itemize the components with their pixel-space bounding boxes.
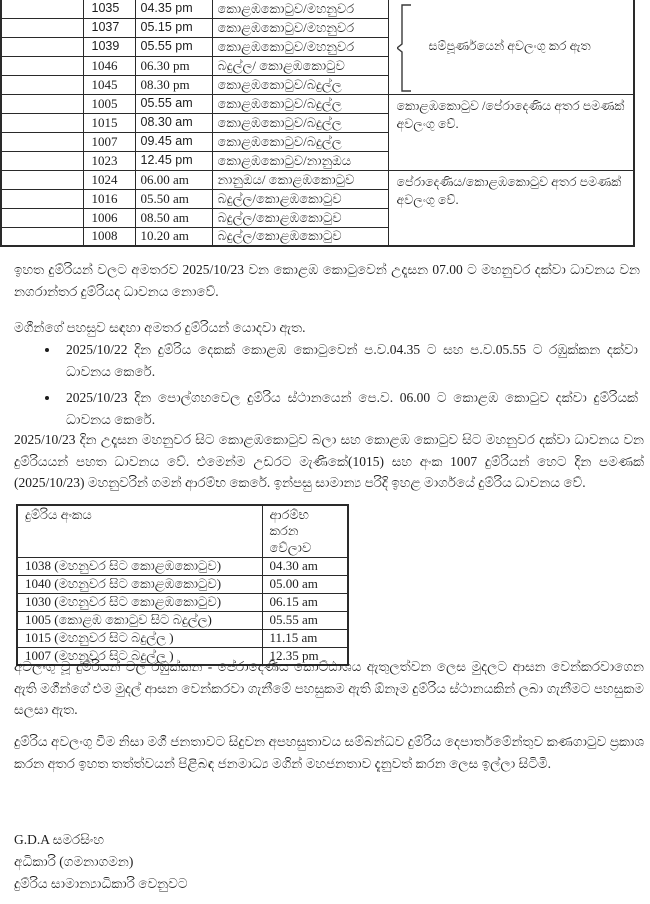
time-cell: 05.55 am — [135, 94, 212, 113]
paragraph-morning-operations: 2025/10/23 දින උදෑසන මහනුවර සිට කොළඹකොටුව බලා සහ කොළඹ කොටුව සිට මහනුවර දක්වා ධාවනය වන දුම්රියයන් පහත ධාවනය වේ. එමෙන්ම උඩරට මැණිකේ(1015) සහ අංක 1007 දුම්රියන් හෙට දින පමණක් (2025/10/23) මහනුවරින් ගමන් ආරම්භ කෙරේ. ඉන්පසු සාමාන්‍ය පරිදි ඉහළ මාර්ගයේ දුම්රිය ධාවනය වේ. — [14, 432, 644, 490]
cancellation-note-cell — [388, 94, 634, 170]
signatory-title: අධිකාරි (ගමනාගමන) — [14, 854, 134, 869]
route-cell: කොළඹකොටුව/බදුල්ල — [212, 132, 388, 151]
table-row — [17, 629, 348, 647]
empty-cell — [1, 151, 83, 170]
train-number-cell: 1008 — [83, 227, 135, 246]
route-cell: කොළඹකොටුව/බදුල්ල — [212, 113, 388, 132]
table-row — [17, 611, 348, 629]
cancellation-note-cell — [388, 0, 634, 94]
table-row — [1, 0, 634, 18]
time-cell: 09.45 am — [135, 132, 212, 151]
empty-cell — [1, 18, 83, 37]
train-number-cell: 1037 — [83, 18, 135, 37]
empty-cell — [1, 94, 83, 113]
time-cell: 12.35 pm — [262, 647, 348, 665]
train-cell: 1007 (මහනුවර සිට බදුල්ල ) — [17, 647, 262, 665]
bullet-item: • 2025/10/22 දින දුම්රිය දෙකක් කොළඹ කොටුවෙන් ප.ව.04.35 ට සහ ප.ව.05.55 ට රඹුක්කන දක්වා ධාවනය කෙරේ. — [60, 339, 638, 382]
route-cell: කොළඹකොටුව/මහනුවර — [212, 18, 388, 37]
note-text: සම්පූර්ණයෙන් අවලංගු කර ඇත — [428, 39, 591, 54]
cancellation-note-cell — [388, 170, 634, 246]
train-cell: 1005 (කොළඹ කොටුව සිට බදුල්ල) — [17, 611, 262, 629]
time-cell: 06.30 pm — [135, 56, 212, 75]
paragraph-extra-trains: මගීන්ගේ පහසුව සඳහා අමතර දුම්රියන් යොදවා ඇත. — [14, 320, 306, 335]
note-text: පේරාදෙණිය/කොළඹකොටුව අතර පමණක් අවලංගු වේ. — [396, 174, 622, 208]
train-number-cell: 1046 — [83, 56, 135, 75]
time-cell: 08.50 am — [135, 208, 212, 227]
route-cell: කොළඹකොටුව/බදුල්ල — [212, 94, 388, 113]
table-row — [1, 94, 634, 113]
table-row — [17, 575, 348, 593]
train-cell: 1040 (මහනුවර සිට කොළඹකොටුව) — [17, 575, 262, 593]
empty-cell — [1, 0, 83, 18]
train-number-cell: 1045 — [83, 75, 135, 94]
extra-trains-table — [16, 504, 349, 666]
train-cell: 1030 (මහනුවර සිට කොළඹකොටුව) — [17, 593, 262, 611]
time-cell: 08.30 am — [135, 113, 212, 132]
empty-cell — [1, 170, 83, 189]
route-cell: බදුල්ල/ කොළඹකොටුව — [212, 56, 388, 75]
time-cell: 08.30 pm — [135, 75, 212, 94]
empty-cell — [1, 227, 83, 246]
time-cell: 04.30 am — [262, 557, 348, 575]
time-cell: 04.35 pm — [135, 0, 212, 18]
train-cell: 1015 (මහනුවර සිට බදුල්ල ) — [17, 629, 262, 647]
route-cell: කොළඹකොටුව/මහනුවර — [212, 0, 388, 18]
train-number-cell: 1023 — [83, 151, 135, 170]
table-row — [17, 593, 348, 611]
train-number-cell: 1035 — [83, 0, 135, 18]
route-cell: බදුල්ල/කොළඹකොටුව — [212, 208, 388, 227]
bullet-item: • 2025/10/23 දින පොල්ගහවෙල දුම්රිය ස්ථානයෙන් පෙ.ව. 06.00 ට කොළඹ කොටුව දක්වා දුම්රියක් ධාවනය කෙරේ. — [60, 387, 638, 430]
time-cell: 05.55 am — [262, 611, 348, 629]
route-cell: බදුල්ල/කොළඹකොටුව — [212, 189, 388, 208]
cancelled-trains-table — [0, 0, 635, 247]
empty-cell — [1, 132, 83, 151]
train-number-cell: 1039 — [83, 37, 135, 56]
empty-cell — [1, 56, 83, 75]
time-cell: 10.20 am — [135, 227, 212, 246]
train-cell: 1038 (මහනුවර සිට කොළඹකොටුව) — [17, 557, 262, 575]
paragraph-apology: දුම්රිය අවලංගු වීම නිසා මගී ජනතාවට සිදුවන අපහසුතාවය සම්බන්ධව දුම්රිය දෙපාර්තමේන්තුව කණගාටුව ප්‍රකාශ කරන අතර ඉහත තත්ත්වයන් පිළිබඳ ජනමාධ්‍ය මගින් මහජනතාව දැනුවත් කරන ලෙස ඉල්ලා සිටිමි. — [14, 734, 644, 771]
empty-cell — [1, 189, 83, 208]
empty-cell — [1, 113, 83, 132]
time-cell: 11.15 am — [262, 629, 348, 647]
time-cell: 05.55 pm — [135, 37, 212, 56]
signature-block — [14, 829, 188, 895]
route-cell: කොළඹකොටුව/නානුඔය — [212, 151, 388, 170]
time-cell: 06.15 am — [262, 593, 348, 611]
time-cell: 05.15 pm — [135, 18, 212, 37]
empty-cell — [1, 37, 83, 56]
route-cell: නානුඔය/ කොළඹකොටුව — [212, 170, 388, 189]
train-number-cell: 1006 — [83, 208, 135, 227]
signatory-on-behalf: දුම්රිය සාමාන්‍යාධිකාරි වෙනුවට — [14, 876, 188, 891]
cancelled-trains-table-wrapper — [0, 0, 635, 247]
start-time-header: ආරම්භ කරන වේලාව — [262, 505, 348, 557]
signatory-name: G.D.A සමරසිංහ — [14, 832, 104, 847]
table-row — [17, 557, 348, 575]
route-cell: බදුල්ල/කොළඹකොටුව — [212, 227, 388, 246]
train-number-cell: 1024 — [83, 170, 135, 189]
group-bracket-icon — [397, 4, 412, 94]
note-text: කොළඹකොටුව /පේරාදෙණිය අතර පමණක් අවලංගු වේ. — [396, 98, 625, 132]
train-number-cell: 1015 — [83, 113, 135, 132]
empty-cell — [1, 208, 83, 227]
time-cell: 06.00 am — [135, 170, 212, 189]
train-number-cell: 1016 — [83, 189, 135, 208]
paragraph-intercity-cancelled: ඉහත දුම්රියන් වලට අමතරව 2025/10/23 වන කොළඹ කොටුවෙන් උදෑසන 07.00 ට මහනුවර දක්වා ධාවනය වන නගරාන්තර දුම්රියද ධාවනය නොවේ. — [14, 262, 640, 299]
table-header-row — [17, 505, 348, 557]
paragraph-refund-info: අවලංගු වූ දුම්රියන් වල රඹුක්කන - පේරාදෙණිය කොට්ඨාශය ඇතුලත්වන ලෙස මුදලට ආසන වෙන්කරවාගෙන ඇති මගීන්ගේ එම මුදල් ආසන වෙන්කරවා ගැනීමේ පහසුකම ඇති ඕනෑම දුම්රිය ස්ථානයකින් ලබා ගැනීමට පහසුකම සලසා ඇත. — [14, 659, 644, 717]
train-number-cell: 1007 — [83, 132, 135, 151]
table-row — [1, 170, 634, 189]
train-number-header: දුම්රිය අංකය — [17, 505, 262, 557]
time-cell: 05.00 am — [262, 575, 348, 593]
time-cell: 12.45 pm — [135, 151, 212, 170]
extra-trains-bullet-list — [60, 339, 638, 435]
route-cell: කොළඹකොටුව/මහනුවර — [212, 37, 388, 56]
empty-cell — [1, 75, 83, 94]
route-cell: කොළඹකොටුව/බදුල්ල — [212, 75, 388, 94]
time-cell: 05.50 am — [135, 189, 212, 208]
train-number-cell: 1005 — [83, 94, 135, 113]
